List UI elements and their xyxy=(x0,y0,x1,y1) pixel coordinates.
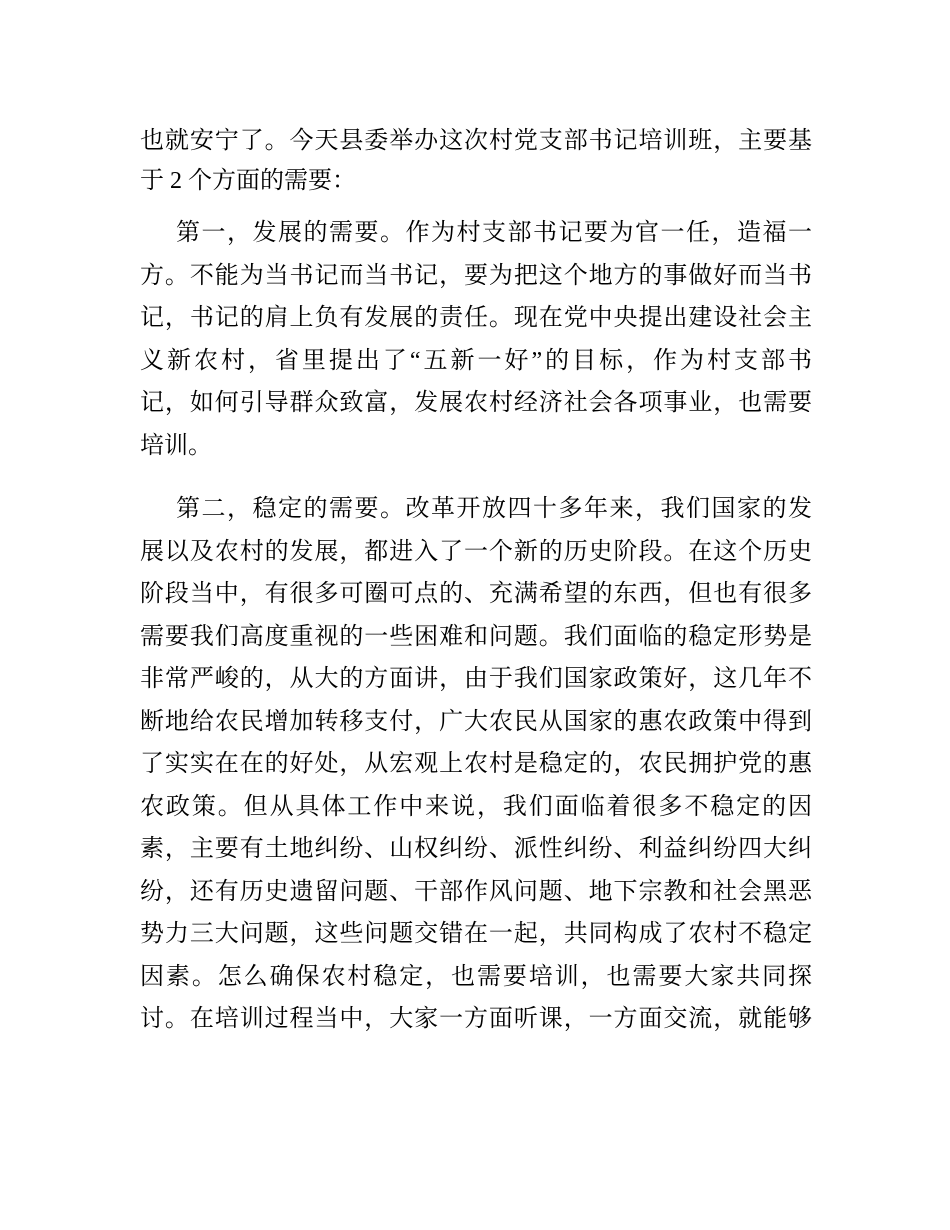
text-line: 因素。怎么确保农村稳定，也需要培训，也需要大家共同探 xyxy=(140,963,812,990)
text-line: 方。不能为当书记而当书记，要为把这个地方的事做好而当书 xyxy=(140,262,812,289)
text-line: 于 2 个方面的需要： xyxy=(140,168,356,194)
text-line: 需要我们高度重视的一些困难和问题。我们面临的稳定形势是 xyxy=(140,623,812,650)
text-line: 第二，稳定的需要。改革开放四十多年来，我们国家的发 xyxy=(176,496,812,522)
text-line: 也就安宁了。今天县委举办这次村党支部书记培训班，主要基 xyxy=(140,128,812,154)
text-line: 农政策。但从具体工作中来说，我们面临着很多不稳定的因 xyxy=(140,793,812,820)
text-line: 记，如何引导群众致富，发展农村经济社会各项事业，也需要 xyxy=(140,390,812,416)
text-line: 义新农村，省里提出了“五新一好”的目标，作为村支部书 xyxy=(140,347,812,374)
text-line: 记，书记的肩上负有发展的责任。现在党中央提出建设社会主 xyxy=(140,305,812,331)
text-line: 素，主要有土地纠纷、山权纠纷、派性纠纷、利益纠纷四大纠 xyxy=(140,836,812,862)
text-line: 纷，还有历史遗留问题、干部作风问题、地下宗教和社会黑恶 xyxy=(140,878,812,905)
text-line: 非常严峻的，从大的方面讲，由于我们国家政策好，这几年不 xyxy=(140,666,812,692)
paragraph-stability-need xyxy=(140,488,812,1041)
text-line: 势力三大问题，这些问题交错在一起，共同构成了农村不稳定 xyxy=(140,921,812,947)
document-page xyxy=(140,121,812,1041)
text-line: 培训。 xyxy=(140,432,212,459)
text-line: 第一，发展的需要。作为村支部书记要为官一任，造福一 xyxy=(176,220,812,246)
paragraph-development-need xyxy=(140,212,812,467)
text-line: 了实实在在的好处，从宏观上农村是稳定的，农民拥护党的惠 xyxy=(140,751,812,777)
text-line: 断地给农民增加转移支付，广大农民从国家的惠农政策中得到 xyxy=(140,708,812,735)
text-line: 讨。在培训过程当中，大家一方面听课，一方面交流，就能够 xyxy=(140,1006,812,1032)
text-line: 阶段当中，有很多可圈可点的、充满希望的东西，但也有很多 xyxy=(140,581,812,607)
paragraph-intro xyxy=(140,121,812,201)
text-line: 展以及农村的发展，都进入了一个新的历史阶段。在这个历史 xyxy=(140,538,812,565)
